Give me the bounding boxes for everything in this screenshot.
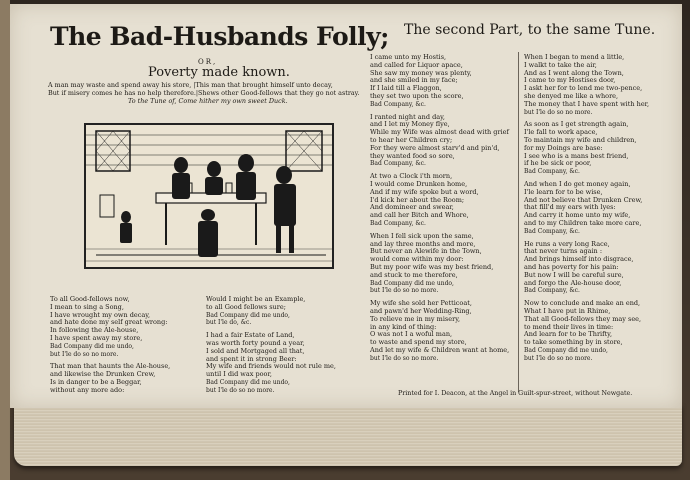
verse-line: The money that I have spent with her,	[524, 99, 650, 108]
verse-line: to hear her Children cry;	[370, 135, 453, 144]
verse-line: And carry it home unto my wife,	[524, 211, 631, 220]
verse-line: I see who is a mans best friend,	[524, 151, 629, 160]
verse-line: She saw my money was plenty,	[370, 68, 472, 77]
verse-line: and has poverty for his pain:	[524, 262, 619, 271]
verse-line: to waste and spend my store,	[370, 338, 467, 347]
verse-line: was worth forty pound a year,	[206, 338, 305, 347]
verse-line: but I'le do so no more.	[370, 287, 439, 295]
verse-line: Now to conclude and make an end,	[524, 299, 641, 308]
verse-line: and likewise the Drunken Crew,	[50, 370, 156, 379]
verse-line: if he be sick or poor,	[524, 159, 592, 168]
verse-line: My wife she sold her Petticoat,	[370, 299, 472, 308]
verse-line: and to my Children take more care,	[524, 218, 642, 227]
verse-line: I'd kick her about the Room;	[370, 195, 465, 204]
verse-line: Is in danger to be a Beggar,	[50, 377, 142, 386]
verse-line: and call her Bitch and Whore,	[370, 211, 469, 220]
verse-line: I walkt to take the air,	[524, 60, 597, 69]
verse-line: but I'le do, &c.	[206, 319, 252, 327]
verse-line: Bad Company did me undo,	[50, 342, 134, 350]
verse-line: until I did wax poor,	[206, 370, 272, 379]
book-page	[10, 4, 682, 408]
verse-line: I had a fair Estate of Land,	[206, 331, 295, 340]
verse-line: To relieve me in my misery,	[370, 314, 461, 323]
verse-line: My wife and friends would not rule me,	[206, 362, 336, 371]
verse-line: and forgo the Ale-house door,	[524, 278, 622, 287]
verse-line: At two a Clock i'th morn,	[370, 172, 453, 181]
verse-line: Bad Company, &c.	[370, 100, 426, 108]
verse-line: and stuck to me therefore,	[370, 270, 458, 279]
verse-line: and hate done my self great wrong:	[50, 318, 168, 327]
verse-line: And not believe that Drunken Crew,	[524, 195, 643, 204]
verse-line: And when I do get money again,	[524, 179, 631, 188]
description-line: But if misery comes he has no help therefore.|Shews other Good-fellows that they go not astray.	[48, 89, 360, 97]
verse-line: But my poor wife was my best friend,	[370, 262, 494, 271]
verse-line: That all Good-fellows they may see,	[524, 314, 642, 323]
verse-line: In following the Ale-house,	[50, 326, 139, 335]
verse-line: And as I went along the Town,	[524, 68, 624, 77]
verse-line: would come within my door:	[370, 255, 464, 264]
verse-line: that fill'd my ears with lyes:	[524, 203, 616, 212]
column-divider	[518, 52, 519, 392]
verse-line: but I'le do so no more.	[50, 350, 119, 358]
tavern-woodcut-illustration	[84, 123, 334, 269]
second-part-title: The second Part, to the same Tune.	[404, 22, 656, 38]
verse-line: and lay three months and more,	[370, 239, 476, 248]
verse-line: Bad Company did me undo,	[370, 279, 454, 287]
verse-column-3	[370, 54, 509, 362]
verse-line: she denyed me like a whore,	[524, 91, 619, 100]
verse-line: I ranted night and day,	[370, 112, 445, 121]
verse-line: I askt her for to lend me two-pence,	[524, 84, 643, 93]
verse-line: But never an Alewife in the Town,	[370, 247, 482, 256]
verse-line: Bad Company did me undo,	[206, 378, 290, 386]
verse-line: But now I will be careful sure,	[524, 270, 624, 279]
verse-line: I came unto my Hostis,	[370, 53, 447, 61]
or-label: OR,	[198, 58, 218, 66]
verse-line: Bad Company, &c.	[524, 227, 580, 235]
verse-line: Bad Company, &c.	[370, 219, 426, 227]
verse-line: Would I might be an Example,	[206, 295, 306, 303]
verse-line: for my Doings are base:	[524, 143, 603, 152]
verse-line: to mend their lives in time:	[524, 322, 614, 331]
verse-line: To all Good-fellows now,	[50, 295, 130, 303]
verse-line: I would come Drunken home,	[370, 179, 468, 188]
page-stack	[14, 404, 682, 466]
woodcut-image	[86, 125, 332, 267]
verse-line: When I began to mend a little,	[524, 53, 625, 61]
verse-line: While my Wife was almost dead with grief	[370, 128, 509, 137]
verse-line: And let my wife & Children want at home,	[370, 345, 510, 354]
verse-line: Bad Company did me undo,	[524, 346, 608, 354]
description-line: A man may waste and spend away his store, |This man that brought himself unto decay,	[48, 81, 333, 89]
verse-line: Bad Company did me undo,	[206, 311, 290, 319]
verse-line: but I'le do so no more.	[524, 354, 593, 362]
verse-line: they wanted food so sore,	[370, 151, 455, 160]
verse-column-1	[50, 296, 170, 395]
verse-line: If I laid till a Flaggon,	[370, 84, 442, 93]
ballad-title: The Bad-Husbands Folly;	[50, 22, 389, 51]
verse-line: I came to my Hostises door,	[524, 76, 616, 85]
verse-line: That man that haunts the Ale-house,	[50, 362, 171, 371]
verse-line: And domineer and swear,	[370, 203, 454, 212]
verse-line: And brings himself into disgrace,	[524, 255, 634, 264]
verse-line: I have wrought my own decay,	[50, 310, 151, 319]
verse-line: to all Good fellows sure;	[206, 302, 286, 311]
verse-line: To maintain my wife and children,	[524, 135, 637, 144]
verse-line: to take something by in store,	[524, 338, 623, 347]
verse-line: and I let my Money flye,	[370, 120, 450, 129]
broadside-sheet	[40, 18, 672, 406]
verse-column-2	[206, 296, 336, 395]
verse-line: and spent it in strong Beer:	[206, 354, 297, 363]
verse-line: I'le learn for to be wise,	[524, 187, 603, 196]
verse-line: and pawn'd her Wedding-Ring,	[370, 306, 472, 315]
verse-line: I sold and Mortgaged all that,	[206, 346, 305, 355]
ballad-subtitle: Poverty made known.	[148, 65, 290, 80]
verse-line: I mean to sing a Song,	[50, 302, 124, 311]
verse-line: without any more ado:	[50, 385, 125, 394]
printer-imprint: Printed for I. Deacon, at the Angel in Guilt-spur-street, without Newgate.	[398, 390, 633, 397]
verse-line: they set two upon the score,	[370, 91, 464, 100]
verse-line: As soon as I get strength again,	[524, 120, 629, 129]
verse-line: He runs a very long Race,	[524, 239, 610, 248]
verse-line: I'le fall to work apace,	[524, 128, 598, 137]
verse-line: I have spent away my store,	[50, 333, 143, 342]
verse-line: And if my wife spoke but a word,	[370, 187, 479, 196]
verse-line: Bad Company, &c.	[370, 160, 426, 168]
verse-line: and she smiled in my face;	[370, 76, 458, 85]
verse-line: but I'le do so no more.	[524, 108, 593, 116]
book-spine-edge	[0, 0, 10, 480]
verse-line: For they were almost starv'd and pin'd,	[370, 143, 500, 152]
verse-line: but I'le do so no more.	[370, 354, 439, 362]
verse-line: O was not I a woful man,	[370, 330, 453, 339]
tune-line: To the Tune of, Come hither my own sweet Duck.	[128, 97, 288, 105]
verse-line: What I have put in Rhime,	[524, 306, 611, 315]
verse-column-4	[524, 54, 649, 362]
verse-line: Bad Company, &c.	[524, 168, 580, 176]
verse-line: Bad Company, &c.	[524, 287, 580, 295]
verse-line: and called for Liquor apace,	[370, 60, 463, 69]
ballad-description	[48, 81, 368, 105]
verse-line: but I'le do so no more.	[206, 386, 275, 394]
verse-line: And learn for to be Thrifty,	[524, 330, 613, 339]
verse-line: in any kind of thing:	[370, 322, 437, 331]
verse-line: that never turns again :	[524, 247, 603, 256]
verse-line: When I fell sick upon the same,	[370, 231, 474, 240]
